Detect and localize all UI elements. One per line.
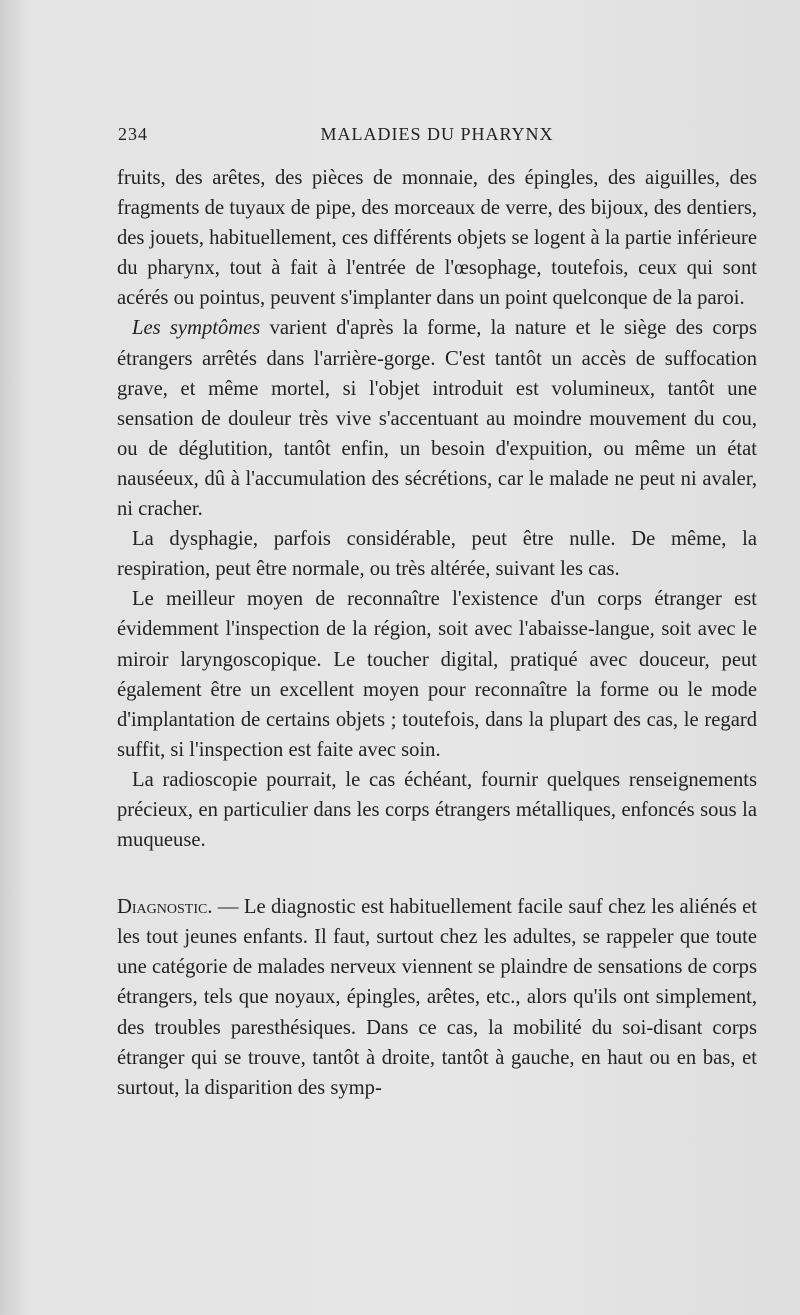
symptoms-lead: Les symptômes — [132, 317, 261, 340]
running-title: MALADIES DU PHARYNX — [320, 124, 554, 144]
paragraph-foreign-bodies-list: fruits, des arêtes, des pièces de monnaie, des épingles, des aiguilles, des fragments de tuyaux de pipe, des morceaux de verre, des bijoux, des dentiers, des jouets, habituellement, ces différents objets se logent à la partie inférieure du pharynx, tout à fait à l'entrée de l'œsophage, toutefois, ceux qui sont acérés ou pointus, peuvent s'implanter dans un point quelconque de la paroi. — [117, 167, 757, 310]
symptoms-text: varient d'après la forme, la nature et le siège des corps étrangers arrêtés dans l'arrière-gorge. C'est tantôt un accès de suffocation grave, et même mortel, si l'objet introduit est volumineux, tantôt une sensation de douleur très vive s'accentuant au moindre mouvement du cou, ou de déglutition, tantôt enfin, un besoin d'expuition, ou même un état nauséeux, dû à l'accumulation des sécrétions, car le malade ne peut ni avaler, ni cracher. — [117, 317, 757, 521]
paragraph-radioscopy: La radioscopie pourrait, le cas échéant, fournir quelques renseignements précieux, en particulier dans les corps étrangers métalliques, enfoncés sous la muqueuse. — [117, 768, 757, 852]
paragraph-inspection: Le meilleur moyen de reconnaître l'existence d'un corps étranger est évidemment l'inspection de la région, soit avec l'abaisse-langue, soit avec le miroir laryngoscopique. Le toucher digital, pratiqué avec douceur, peut également être un excellent moyen pour reconnaître la forme ou le mode d'implantation de certains objets ; toutefois, dans la plupart des cas, le regard suffit, si l'inspection est faite avec soin. — [117, 588, 757, 761]
diagnosis-text: — Le diagnostic est habituellement facile sauf chez les aliénés et les tout jeunes enfants. Il faut, surtout chez les adultes, se rappeler que toute une catégorie de malades nerveux viennent se plaindre de sensations de corps étrangers, tels que noyaux, épingles, arêtes, etc., alors qu'ils ont simplement, des troubles paresthésiques. Dans ce cas, la mobilité du soi-disant corps étranger qui se trouve, tantôt à droite, tantôt à gauche, en haut ou en bas, et surtout, la disparition des symp- — [117, 896, 757, 1099]
page-header — [118, 124, 756, 154]
page-number: 234 — [118, 124, 148, 144]
body-text — [117, 163, 757, 1103]
diagnosis-heading: Diagnostic. — [117, 896, 213, 919]
paragraph-symptoms — [117, 313, 757, 524]
paragraph-diagnosis — [117, 892, 757, 1103]
paragraph-dysphagia: La dysphagie, parfois considérable, peut être nulle. De même, la respiration, peut être normale, ou très altérée, suivant les cas. — [117, 528, 757, 581]
